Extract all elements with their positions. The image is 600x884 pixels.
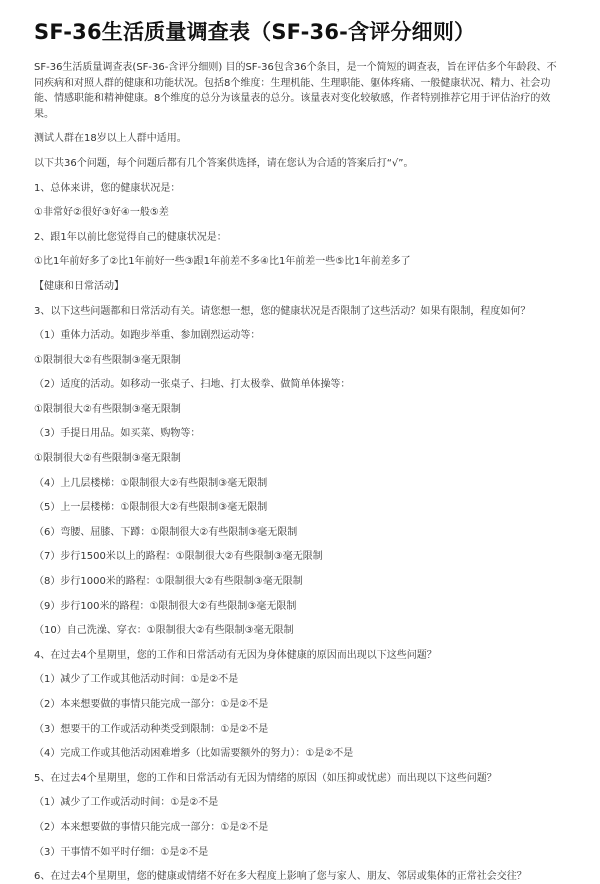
answer-options: ①限制很大②有些限制③毫无限制 [34, 403, 181, 415]
sub-question: （9）步行100米的路程：①限制很大②有些限制③毫无限制 [34, 600, 297, 612]
question-list [34, 131, 566, 884]
sub-question: （1）减少了工作或其他活动时间：①是②不是 [34, 674, 239, 686]
answer-options: ①比1年前好多了②比1年前好一些③跟1年前差不多④比1年前差一些⑤比1年前差多了 [34, 256, 411, 268]
question-line: 3、以下这些问题都和日常活动有关。请您想一想，您的健康状况是否限制了这些活动？如果有限制，程度如何？ [34, 305, 531, 317]
sub-question: （7）步行1500米以上的路程：①限制很大②有些限制③毫无限制 [34, 551, 323, 563]
sub-question: （2）本来想要做的事情只能完成一部分：①是②不是 [34, 699, 269, 710]
sub-question: （3）手提日用品。如买菜、购物等： [34, 428, 201, 440]
intro-paragraph: SF-36生活质量调查表(SF-36-含评分细则) 目的SF-36包含36个条目，是一个简短的调查表，旨在评估多个年龄段、不同疾病和对照人群的健康和功能状况。包括8个维度：生理机能、生理职能、躯体疼痛、一般健康状况、精力、社会功能、情感职能和精神健康。8个维度的总分为该量表的总分。该量表对变化较敏感，作者特别推荐它用于评估治疗的效果。 [34, 62, 557, 120]
sub-question: （2）本来想要做的事情只能完成一部分：①是②不是 [34, 821, 269, 833]
sub-question: （5）上一层楼梯：①限制很大②有些限制③毫无限制 [34, 502, 268, 514]
question-line: 2、跟1年以前比您觉得自己的健康状况是： [34, 231, 227, 243]
question-line: 4、在过去4个星期里，您的工作和日常活动有无因为身体健康的原因而出现以下这些问题？ [34, 649, 437, 661]
sub-question: （4）完成工作或其他活动困难增多（比如需要额外的努力）：①是②不是 [34, 748, 354, 760]
sub-question: （3）想要干的工作或活动种类受到限制：①是②不是 [34, 723, 269, 735]
answer-options: ①非常好②很好③好④一般⑤差 [34, 207, 169, 219]
text-line: 以下共36个问题，每个问题后都有几个答案供选择，请在您认为合适的答案后打“√”。 [34, 157, 414, 169]
document-title: SF-36生活质量调查表（SF-36-含评分细则） [34, 20, 476, 44]
sub-question: （6）弯腰、屈膝、下蹲：①限制很大②有些限制③毫无限制 [34, 526, 298, 538]
text-line: 测试人群在18岁以上人群中适用。 [34, 133, 187, 145]
sub-question: （10）自己洗澡、穿衣：①限制很大②有些限制③毫无限制 [34, 625, 294, 637]
sub-question: （1）减少了工作或活动时间：①是②不是 [34, 797, 219, 809]
sub-question: （1）重体力活动。如跑步举重、参加剧烈运动等： [34, 330, 261, 342]
answer-options: ①限制很大②有些限制③毫无限制 [34, 453, 181, 465]
section-heading: 【健康和日常活动】 [34, 280, 124, 292]
sub-question: （8）步行1000米的路程：①限制很大②有些限制③毫无限制 [34, 576, 303, 588]
sub-question: （4）上几层楼梯：①限制很大②有些限制③毫无限制 [34, 477, 268, 489]
question-line: 1、总体来讲，您的健康状况是： [34, 182, 181, 194]
sub-question: （2）适度的活动。如移动一张桌子、扫地、打太极拳、做简单体操等： [34, 379, 351, 391]
question-line: 5、在过去4个星期里，您的工作和日常活动有无因为情绪的原因（如压抑或忧虑）而出现以下这些问题？ [34, 772, 497, 784]
question-line: 6、在过去4个星期里，您的健康或情绪不好在多大程度上影响了您与家人、朋友、邻居或集体的正常社会交往？ [34, 871, 527, 883]
sub-question: （3）干事情不如平时仔细：①是②不是 [34, 846, 209, 858]
answer-options: ①限制很大②有些限制③毫无限制 [34, 354, 181, 366]
